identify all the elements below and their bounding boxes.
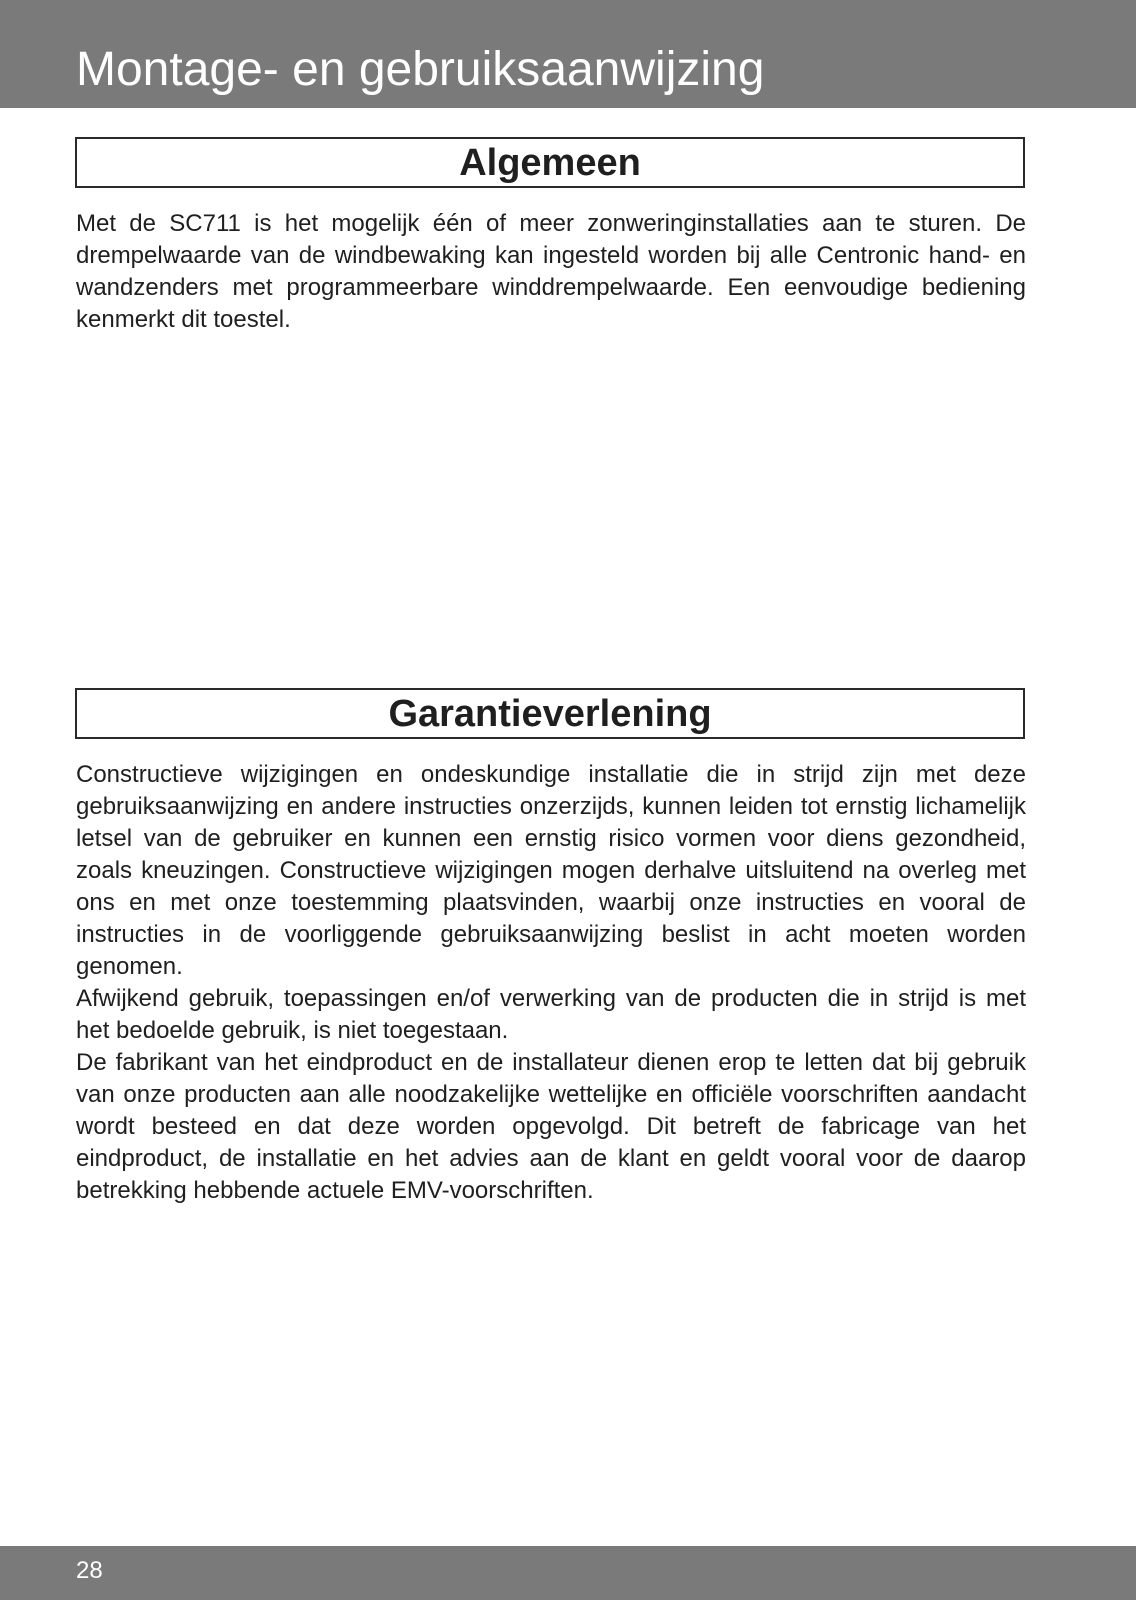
paragraph: Afwijkend gebruik, toepassingen en/of verwerking van de producten die in strijd is met het bedoelde gebruik, is niet toegestaan. bbox=[76, 985, 1026, 1044]
page-number: 28 bbox=[76, 1557, 103, 1584]
section-heading-box-garantieverlening bbox=[75, 688, 1025, 739]
section-body-algemeen bbox=[76, 208, 1026, 336]
page-title: Montage- en gebruiksaanwijzing bbox=[76, 43, 765, 96]
paragraph: De fabrikant van het eindproduct en de installateur dienen erop te letten dat bij gebruik van onze producten aan alle noodzakelijke wettelijke en officiële voorschriften aandacht wordt besteed en dat deze worden opgevolgd. Dit betreft de fabricage van het eindproduct, de installatie en het advies aan de klant en geldt vooral voor de daarop betrekking hebbende actuele EMV-voorschriften. bbox=[76, 1049, 1026, 1204]
paragraph: Met de SC711 is het mogelijk één of meer zonweringinstallaties aan te sturen. De drempelwaarde van de windbewaking kan ingesteld worden bij alle Centronic hand- en wandzenders met programmeerbare winddrempelwaarde. Een eenvoudige bediening kenmerkt dit toestel. bbox=[76, 210, 1026, 333]
section-body-garantieverlening bbox=[76, 759, 1026, 1207]
footer-bar bbox=[0, 1546, 1136, 1600]
section-heading-garantieverlening: Garantieverlening bbox=[388, 692, 712, 735]
header-bar bbox=[0, 0, 1136, 108]
section-heading-algemeen: Algemeen bbox=[459, 141, 641, 184]
section-heading-box-algemeen bbox=[75, 137, 1025, 188]
paragraph: Constructieve wijzigingen en ondeskundige installatie die in strijd zijn met deze gebruiksaanwijzing en andere instructies onzerzijds, kunnen leiden tot ernstig lichamelijk letsel van de gebruiker en kunnen een ernstig risico vormen voor diens gezondheid, zoals kneuzingen. Constructieve wijzigingen mogen derhalve uitsluitend na overleg met ons en met onze toestemming plaatsvinden, waarbij onze instructies en vooral de instructies in de voorliggende gebruiksaanwijzing beslist in acht moeten worden genomen. bbox=[76, 761, 1026, 980]
